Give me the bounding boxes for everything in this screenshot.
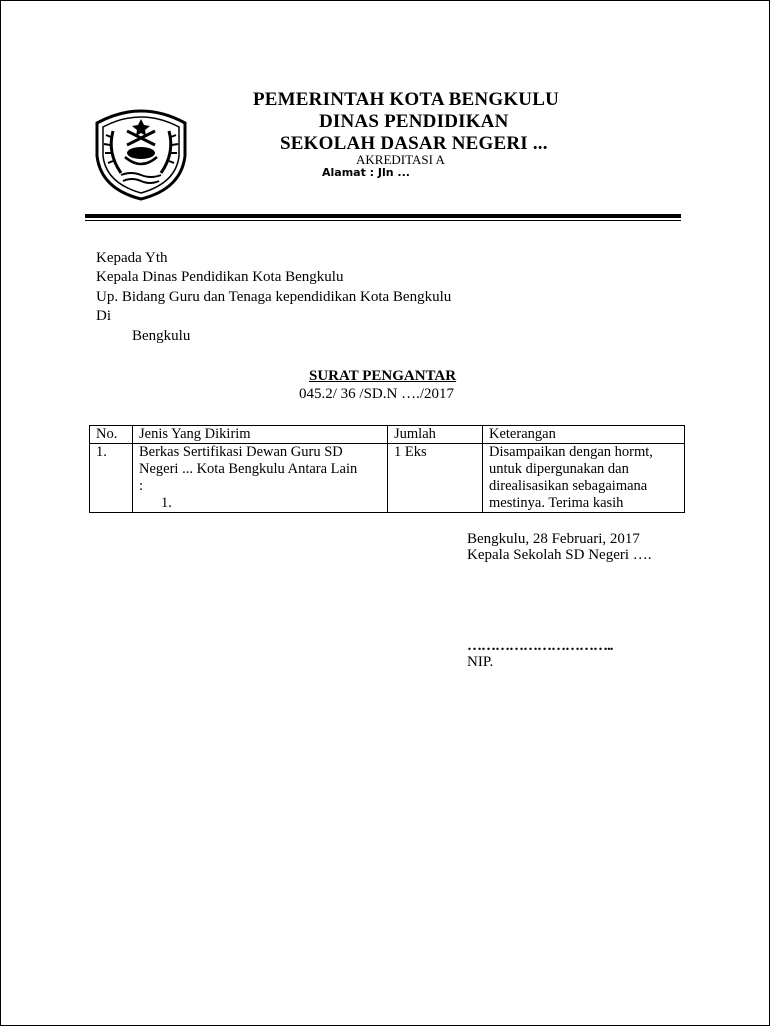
address-label: Alamat : Jln ...: [322, 166, 410, 179]
row-note-line: direalisasikan sebagaimana: [489, 478, 648, 494]
row-item-line: :: [139, 478, 144, 494]
recipient-attention: Up. Bidang Guru dan Tenaga kependidikan Kota Bengkulu: [96, 289, 452, 305]
letterhead-government: PEMERINTAH KOTA BENGKULU: [253, 89, 560, 110]
row-item-line: Berkas Sertifikasi Dewan Guru SD: [139, 444, 343, 460]
letterhead-divider-thin: [85, 220, 681, 221]
letter-title: SURAT PENGANTAR: [309, 368, 457, 384]
recipient-city: Bengkulu: [132, 328, 191, 344]
row-note: [483, 444, 685, 513]
header-item: Jenis Yang Dikirim: [133, 426, 388, 444]
row-note-line: Disampaikan dengan hormt,: [489, 444, 653, 460]
row-item-subitem: 1.: [161, 495, 172, 511]
table-header-row: [90, 426, 685, 444]
recipient-at: Di: [96, 308, 111, 324]
signature-name-placeholder: …………………………..: [467, 638, 613, 654]
city-emblem-logo: [91, 101, 191, 201]
header-amount: Jumlah: [388, 426, 483, 444]
header-note: Keterangan: [483, 426, 685, 444]
header-no: No.: [90, 426, 133, 444]
row-note-line: untuk dipergunakan dan: [489, 461, 629, 477]
letterhead-department: DINAS PENDIDIKAN: [319, 111, 509, 132]
signature-position: Kepala Sekolah SD Negeri ….: [467, 547, 652, 563]
items-table: [89, 425, 685, 513]
row-no: 1.: [90, 444, 133, 513]
letterhead-divider-thick: [85, 214, 681, 218]
signature-nip: NIP.: [467, 654, 494, 670]
table-row: [90, 444, 685, 513]
row-item: [133, 444, 388, 513]
recipient-name: Kepala Dinas Pendidikan Kota Bengkulu: [96, 269, 344, 285]
signature-place-date: Bengkulu, 28 Februari, 2017: [467, 531, 640, 547]
row-amount: 1 Eks: [388, 444, 483, 513]
row-note-line: mestinya. Terima kasih: [489, 495, 624, 511]
row-item-line: Negeri ... Kota Bengkulu Antara Lain: [139, 461, 358, 477]
recipient-salutation: Kepada Yth: [96, 250, 168, 266]
letter-number: 045.2/ 36 /SD.N …./2017: [299, 386, 455, 402]
accreditation-label: AKREDITASI A: [356, 152, 445, 167]
letterhead-school: SEKOLAH DASAR NEGERI ...: [280, 133, 548, 154]
